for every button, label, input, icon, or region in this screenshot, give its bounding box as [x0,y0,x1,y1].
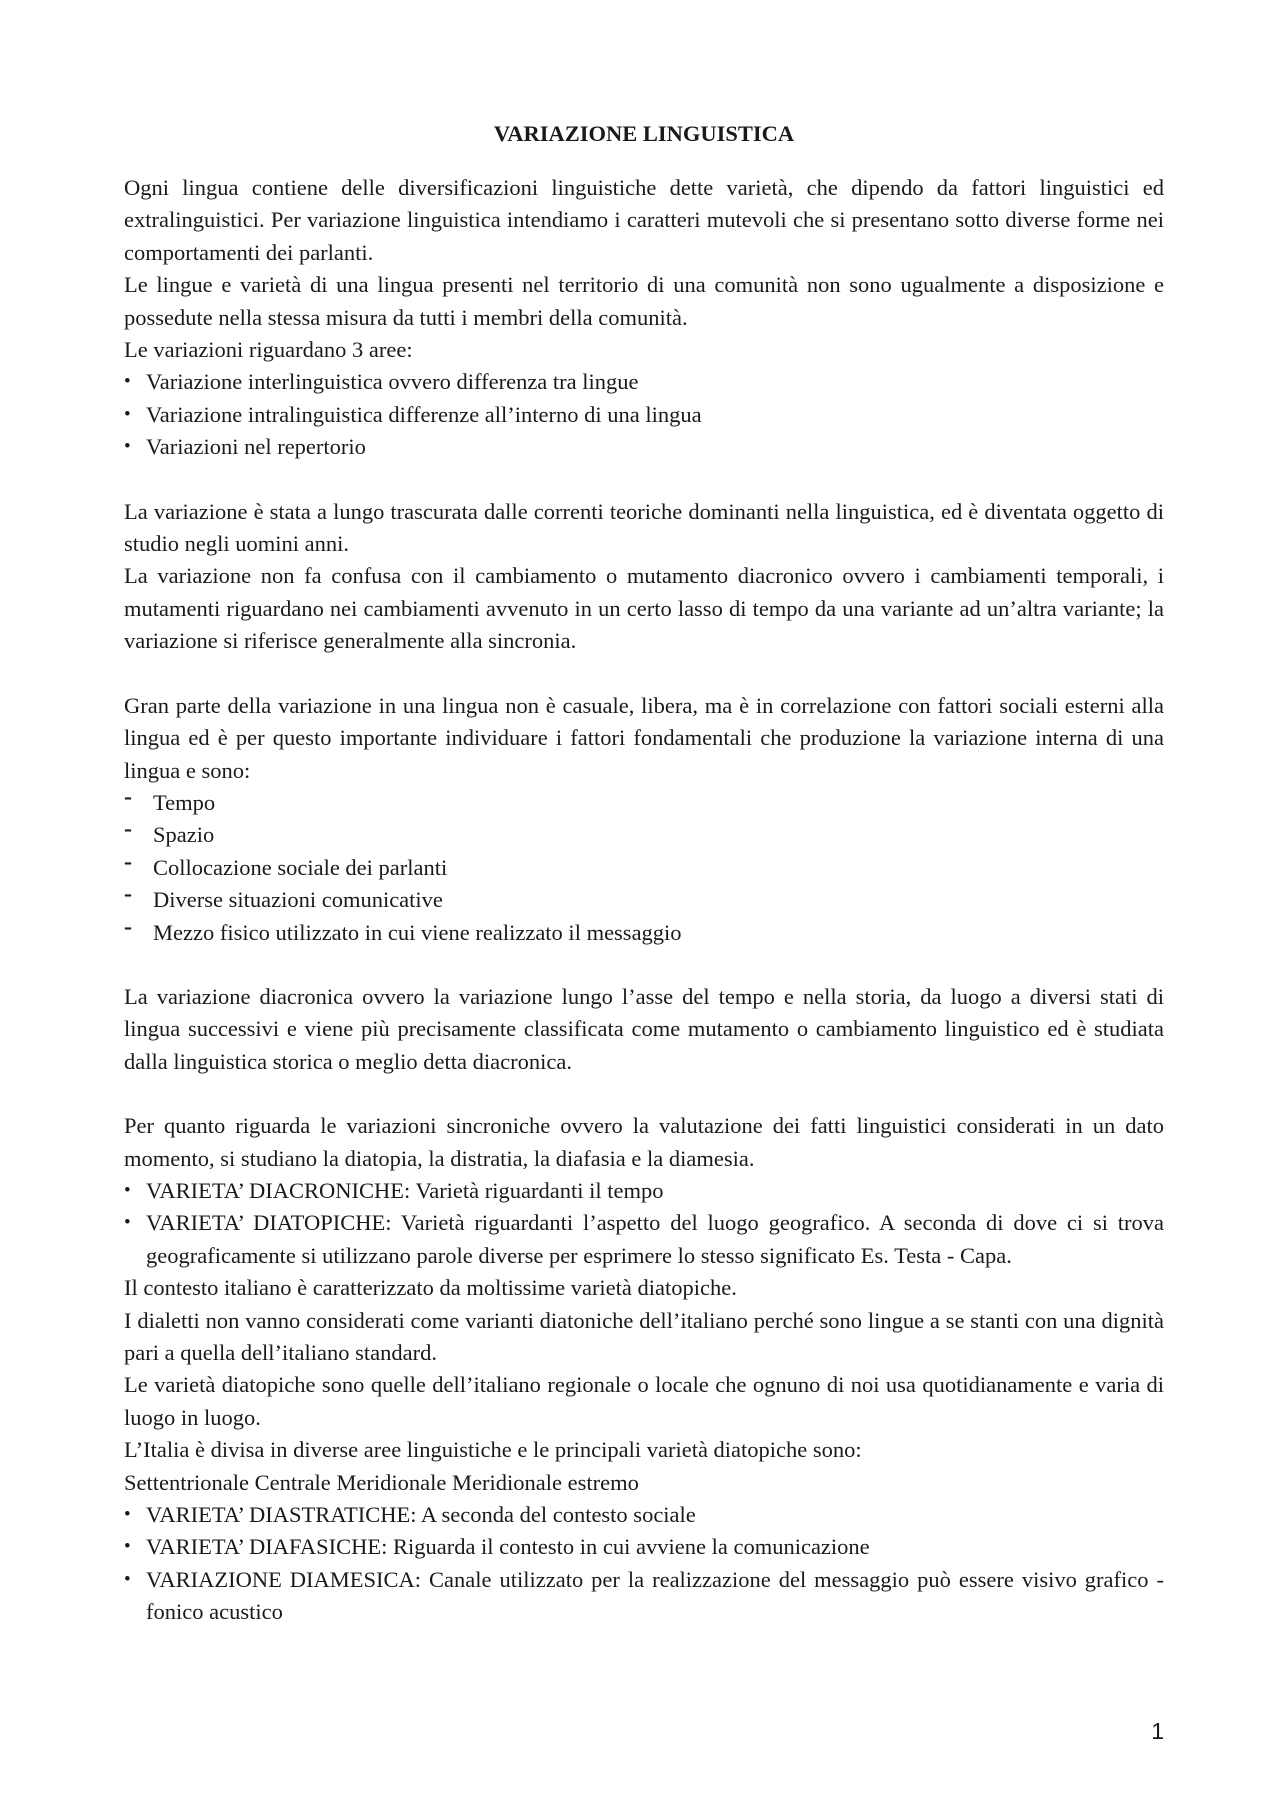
list-item: • Variazione interlinguistica ovvero differenza tra lingue [124,366,1164,398]
section2-paragraph-1: La variazione è stata a lungo trascurata dalle correnti teoriche dominanti nella linguistica, ed è diventata oggetto di studio negli uomini anni. [124,498,1164,557]
areas-list [124,366,1164,463]
list-item: - Spazio [124,819,1164,851]
varieties-list-1 [124,1175,1164,1272]
page-number: 1 [1151,1718,1164,1744]
document-title: VARIAZIONE LINGUISTICA [493,121,795,146]
list-item: - Tempo [124,787,1164,819]
intro-paragraph-3: Le variazioni riguardano 3 aree: [124,337,413,363]
paragraph-gap [124,1078,1164,1110]
varieties-list-2 [124,1499,1164,1629]
section4-paragraph-1: La variazione diacronica ovvero la variazione lungo l’asse del tempo e nella storia, da luogo a diversi stati di lingua successivi e viene più precisamente classificata come mutamento o cambiamento linguistico ed è studiata dalla linguistica storica o meglio detta diacronica. [124,983,1164,1074]
paragraph-gap [124,464,1164,496]
list-item: • VARIETA’ DIACRONICHE: Varietà riguardanti il tempo [124,1175,1164,1207]
list-item: • VARIETA’ DIAFASICHE: Riguarda il contesto in cui avviene la comunicazione [124,1531,1164,1563]
list-item: - Diverse situazioni comunicative [124,884,1164,916]
list-item: • VARIAZIONE DIAMESICA: Canale utilizzato per la realizzazione del messaggio può essere visivo grafico - fonico acustico [124,1564,1164,1629]
section5-paragraph-3: I dialetti non vanno considerati come varianti diatoniche dell’italiano perché sono lingue a se stanti con una dignità pari a quella dell’italiano standard. [124,1307,1164,1365]
section5-paragraph-5: L’Italia è divisa in diverse aree linguistiche e le principali varietà diatopiche sono: [124,1437,862,1463]
section2-paragraph-2: La variazione non fa confusa con il cambiamento o mutamento diacronico ovvero i cambiamenti temporali, i mutamenti riguardano nei cambiamenti avvenuto in un certo lasso di tempo da una variante ad un’altra variante; la variazione si riferisce generalmente alla sincronia. [124,563,1164,654]
factors-list [124,787,1164,949]
section5-paragraph-1: Per quanto riguarda le variazioni sincroniche ovvero la valutazione dei fatti linguistici considerati in un dato momento, si studiano la diatopia, la distratia, la diafasia e la diamesia. [124,1113,1164,1171]
section5-paragraph-2: Il contesto italiano è caratterizzato da moltissime varietà diatopiche. [124,1275,737,1301]
paragraph-gap [124,949,1164,981]
paragraph-gap [124,658,1164,690]
list-item: • Variazione intralinguistica differenze all’interno di una lingua [124,399,1164,431]
list-item: • VARIETA’ DIATOPICHE: Varietà riguardanti l’aspetto del luogo geografico. A seconda di dove ci si trova geograficamente si utilizzano parole diverse per esprimere lo stesso significato Es. Testa - Capa. [124,1207,1164,1272]
list-item: • VARIETA’ DIASTRATICHE: A seconda del contesto sociale [124,1499,1164,1531]
intro-paragraph-1: Ogni lingua contiene delle diversificazioni linguistiche dette varietà, che dipendo da fattori linguistici ed extralinguistici. Per variazione linguistica intendiamo i caratteri mutevoli che si presentano sotto diverse forme nei comportamenti dei parlanti. [124,175,1164,265]
document-page [124,118,1164,1629]
list-item: - Mezzo fisico utilizzato in cui viene realizzato il messaggio [124,917,1164,949]
section5-paragraph-4: Le varietà diatopiche sono quelle dell’italiano regionale o locale che ognuno di noi usa quotidianamente e varia di luogo in luogo. [124,1372,1164,1430]
list-item: - Collocazione sociale dei parlanti [124,852,1164,884]
section5-paragraph-6: Settentrionale Centrale Meridionale Meridionale estremo [124,1469,639,1495]
intro-paragraph-2: Le lingue e varietà di una lingua presenti nel territorio di una comunità non sono ugualmente a disposizione e possedute nella stessa misura da tutti i membri della comunità. [124,272,1164,330]
section3-paragraph-1: Gran parte della variazione in una lingua non è casuale, libera, ma è in correlazione con fattori sociali esterni alla lingua ed è per questo importante individuare i fattori fondamentali che produzione la variazione interna di una lingua e sono: [124,692,1164,783]
list-item: • Variazioni nel repertorio [124,431,1164,463]
